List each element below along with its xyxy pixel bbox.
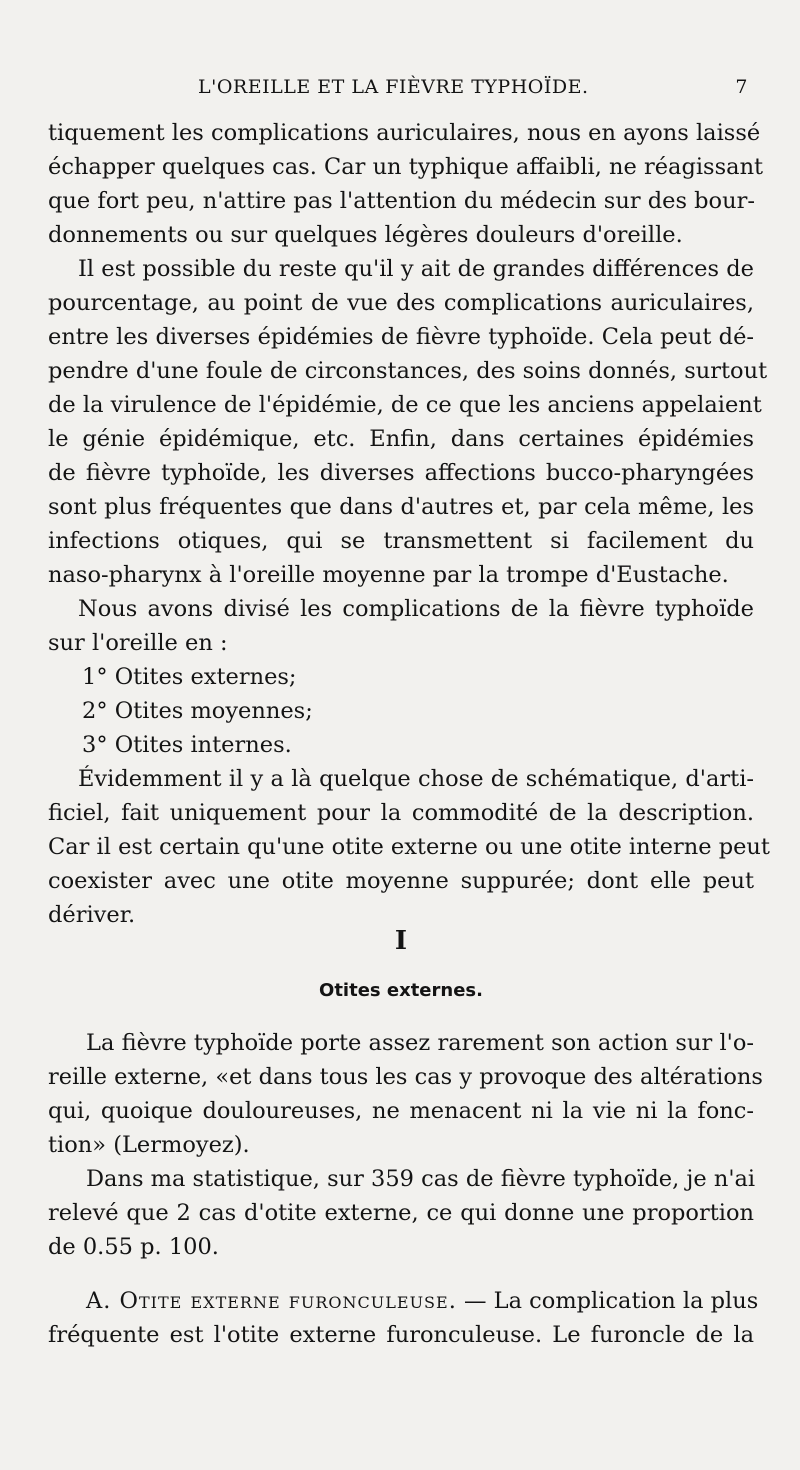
text-line: le génie épidémique, etc. Enfin, dans certaines épidémies [48, 426, 754, 452]
list-item: 2° Otites moyennes; [82, 698, 313, 724]
text-line: dériver. [48, 902, 136, 928]
text-line: que fort peu, n'attire pas l'attention du médecin sur des bour- [48, 188, 755, 214]
text-line: donnements ou sur quelques légères douleurs d'oreille. [48, 222, 683, 248]
text-line: de fièvre typhoïde, les diverses affections bucco-pharyngées [48, 460, 754, 486]
text-line: échapper quelques cas. Car un typhique affaibli, ne réagissant [48, 154, 764, 180]
list-item: 3° Otites internes. [82, 732, 292, 758]
text-line: coexister avec une otite moyenne suppurée; dont elle peut [48, 868, 754, 894]
text-line: de la virulence de l'épidémie, de ce que les anciens appelaient [48, 392, 762, 418]
text-line: Car il est certain qu'une otite externe ou une otite interne peut [48, 834, 770, 860]
list-item: 1° Otites externes; [82, 664, 297, 690]
section-number: I [394, 926, 408, 956]
text-line: Il est possible du reste qu'il y ait de grandes différences de [78, 256, 754, 282]
subsection-line [86, 1284, 759, 1318]
section-title: Otites externes. [319, 980, 483, 1001]
text-line: infections otiques, qui se transmettent si facilement du [48, 528, 754, 554]
subsection-heading: A. Otite externe furonculeuse. [86, 1288, 457, 1314]
page-number: 7 [735, 76, 748, 98]
text-line: relevé que 2 cas d'otite externe, ce qui donne une proportion [48, 1200, 754, 1226]
text-line: tion» (Lermoyez). [48, 1132, 250, 1158]
text-line: La fièvre typhoïde porte assez rarement son action sur l'o- [86, 1030, 754, 1056]
text-line: pendre d'une foule de circonstances, des soins donnés, surtout [48, 358, 768, 384]
text-line: reille externe, «et dans tous les cas y provoque des altérations [48, 1064, 763, 1090]
text-line: sont plus fréquentes que dans d'autres et, par cela même, les [48, 494, 754, 520]
running-title: L'OREILLE ET LA FIÈVRE TYPHOÏDE. [198, 76, 589, 98]
text-line: sur l'oreille en : [48, 630, 228, 656]
text-line: qui, quoique douloureuses, ne menacent ni la vie ni la fonc- [48, 1098, 754, 1124]
text-line: fréquente est l'otite externe furonculeuse. Le furoncle de la [48, 1322, 754, 1348]
text-line: entre les diverses épidémies de fièvre typhoïde. Cela peut dé- [48, 324, 754, 350]
running-header [48, 76, 752, 104]
text-line: pourcentage, au point de vue des complications auriculaires, [48, 290, 754, 316]
text-line: Dans ma statistique, sur 359 cas de fièvre typhoïde, je n'ai [86, 1166, 756, 1192]
text-line: Nous avons divisé les complications de la fièvre typhoïde [78, 596, 754, 622]
text-line: ficiel, fait uniquement pour la commodité de la description. [48, 800, 754, 826]
text-line: de 0.55 p. 100. [48, 1234, 219, 1260]
text-line: tiquement les complications auriculaires, nous en ayons laissé [48, 120, 761, 146]
subsection-text: — La complication la plus [456, 1288, 759, 1314]
text-line: naso-pharynx à l'oreille moyenne par la trompe d'Eustache. [48, 562, 729, 588]
text-line: Évidemment il y a là quelque chose de schématique, d'arti- [78, 766, 754, 792]
